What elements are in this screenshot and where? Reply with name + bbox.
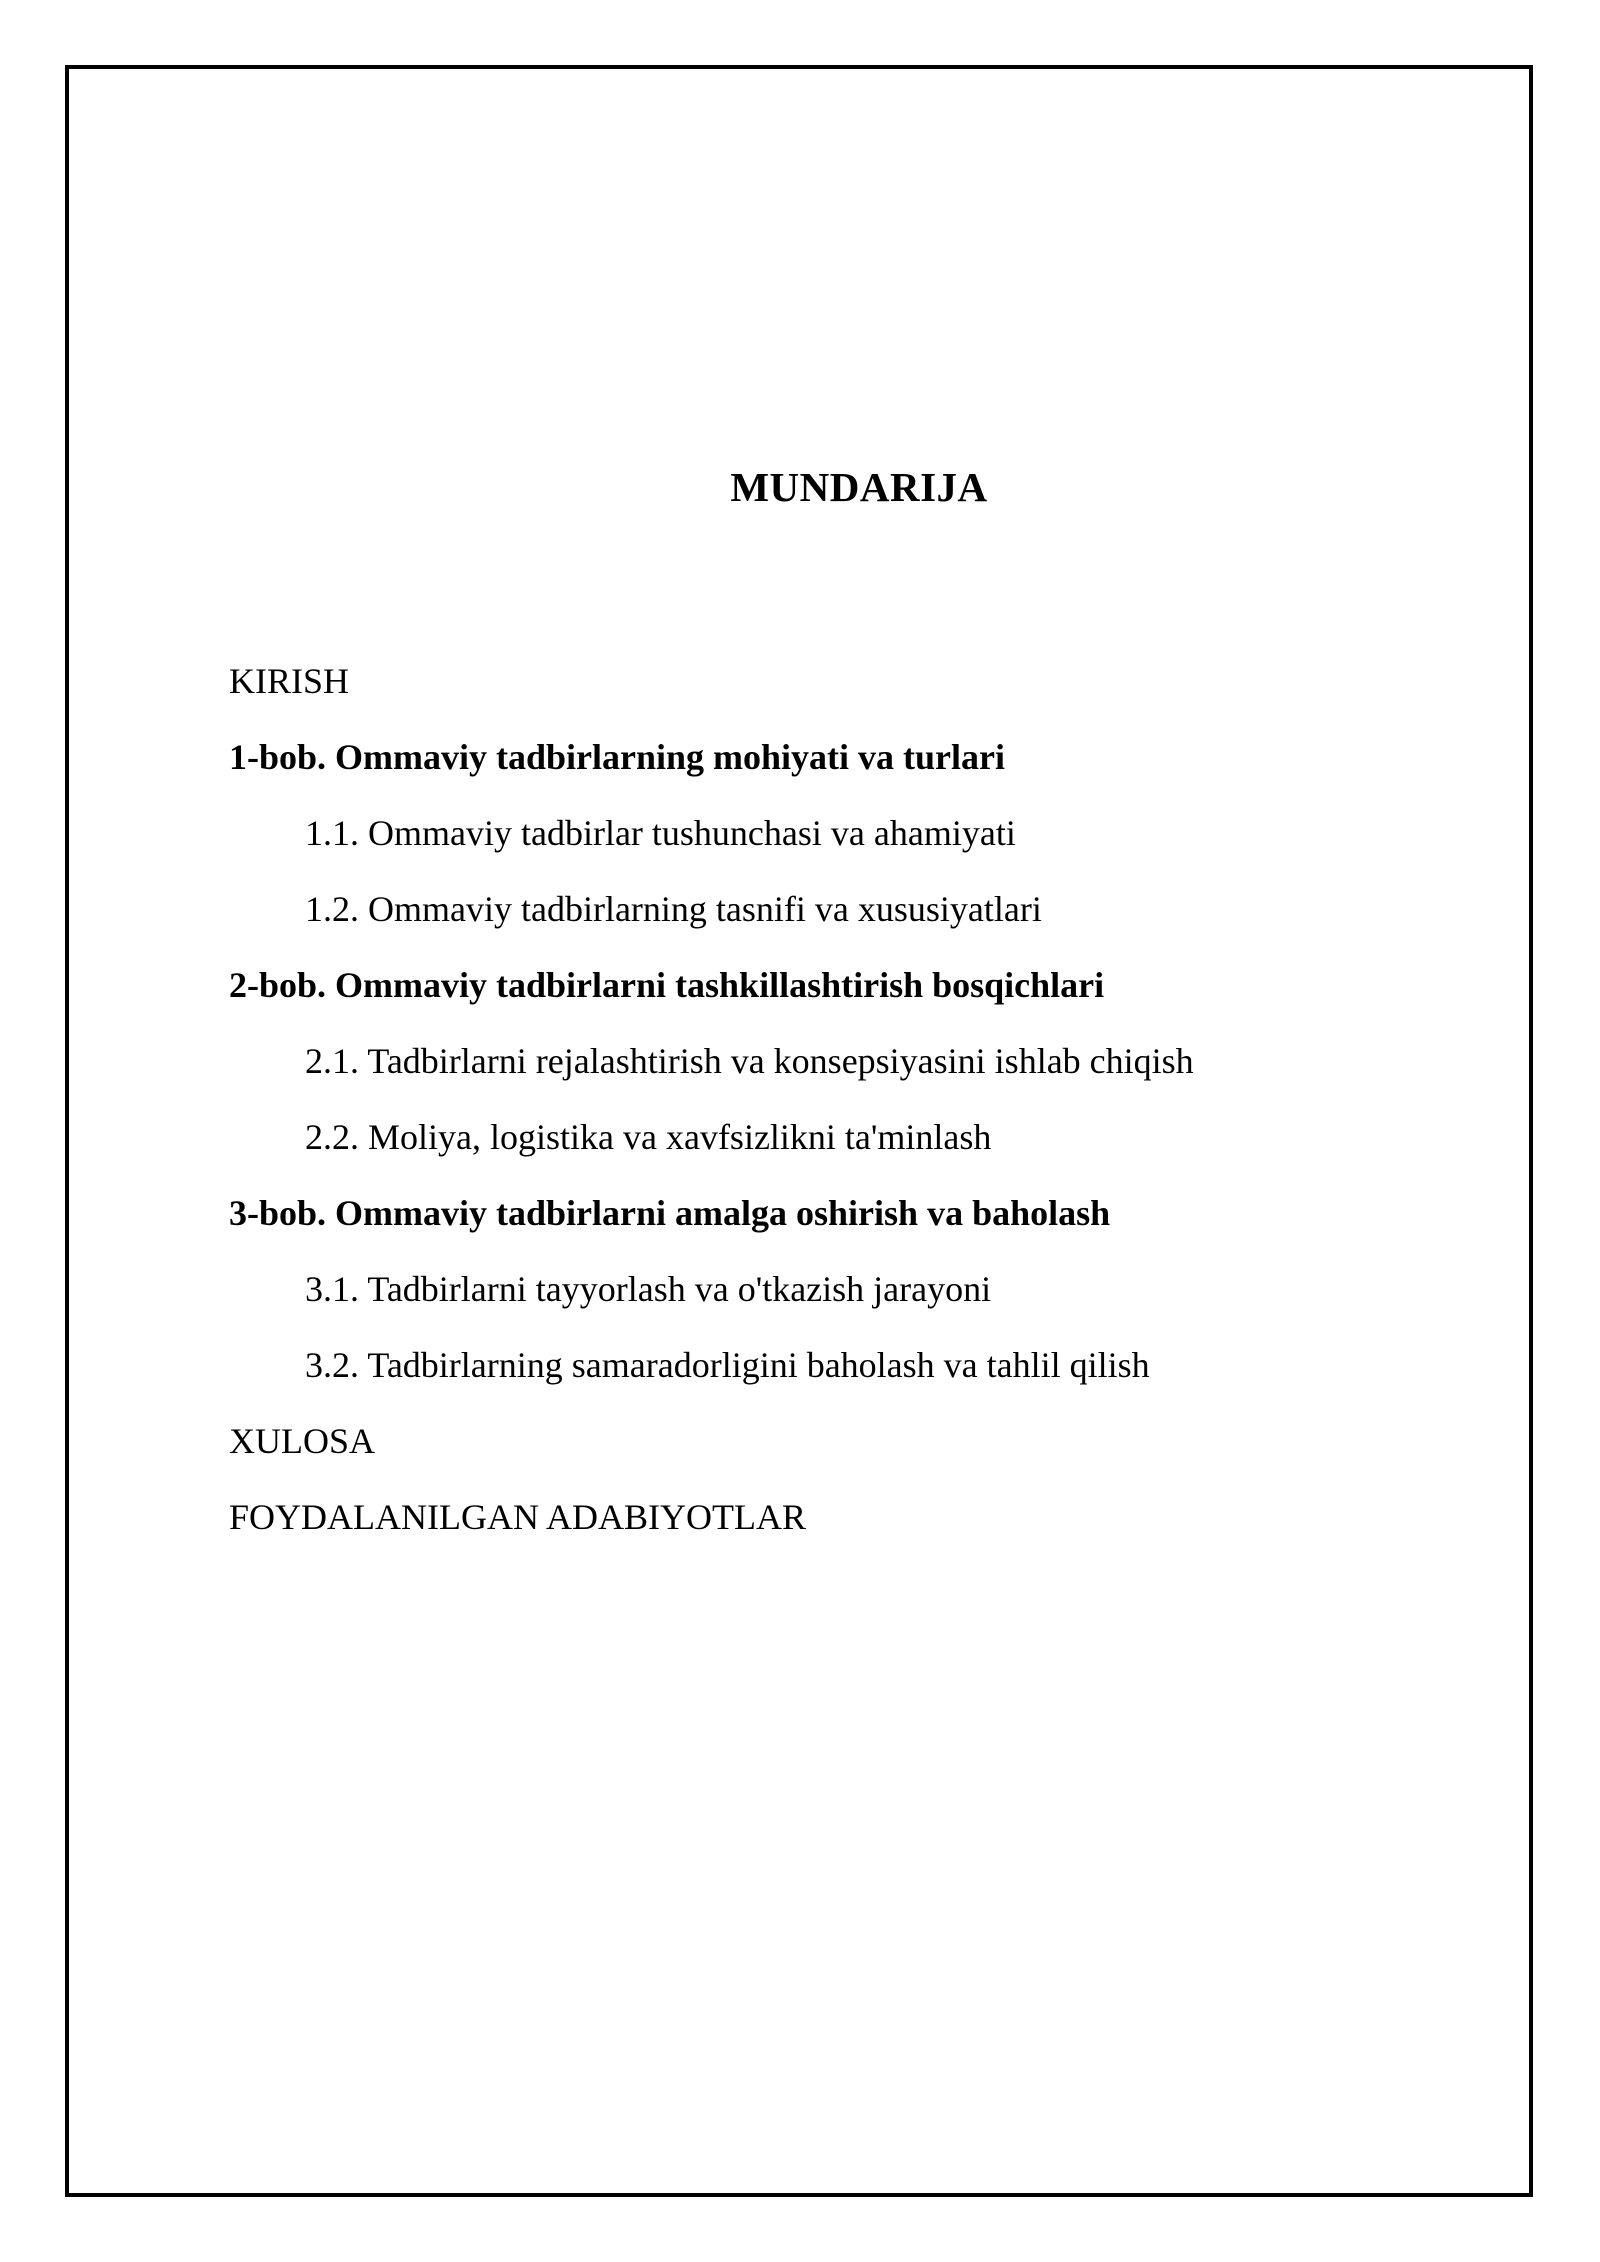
toc-entry-introduction: KIRISH bbox=[229, 661, 350, 701]
toc-entry-section-2-1: 2.1. Tadbirlarni rejalashtirish va konsepsiyasini ishlab chiqish bbox=[305, 1041, 1194, 1081]
toc-entry-chapter-2: 2-bob. Ommaviy tadbirlarni tashkillashtirish bosqichlari bbox=[229, 965, 1105, 1005]
table-of-contents bbox=[229, 643, 1194, 1555]
toc-entry-references: FOYDALANILGAN ADABIYOTLAR bbox=[229, 1497, 806, 1537]
toc-entry-conclusion: XULOSA bbox=[229, 1421, 376, 1461]
page-title: MUNDARIJA bbox=[730, 464, 988, 510]
toc-entry-section-1-1: 1.1. Ommaviy tadbirlar tushunchasi va ahamiyati bbox=[305, 813, 1016, 853]
toc-entry-chapter-3: 3-bob. Ommaviy tadbirlarni amalga oshirish va baholash bbox=[229, 1193, 1111, 1233]
toc-entry-section-3-1: 3.1. Tadbirlarni tayyorlash va o'tkazish jarayoni bbox=[305, 1269, 992, 1309]
toc-entry-section-3-2: 3.2. Tadbirlarning samaradorligini baholash va tahlil qilish bbox=[305, 1345, 1150, 1385]
toc-entry-section-1-2: 1.2. Ommaviy tadbirlarning tasnifi va xususiyatlari bbox=[305, 889, 1042, 929]
toc-entry-chapter-1: 1-bob. Ommaviy tadbirlarning mohiyati va turlari bbox=[229, 737, 1006, 777]
toc-entry-section-2-2: 2.2. Moliya, logistika va xavfsizlikni ta'minlash bbox=[305, 1117, 992, 1157]
